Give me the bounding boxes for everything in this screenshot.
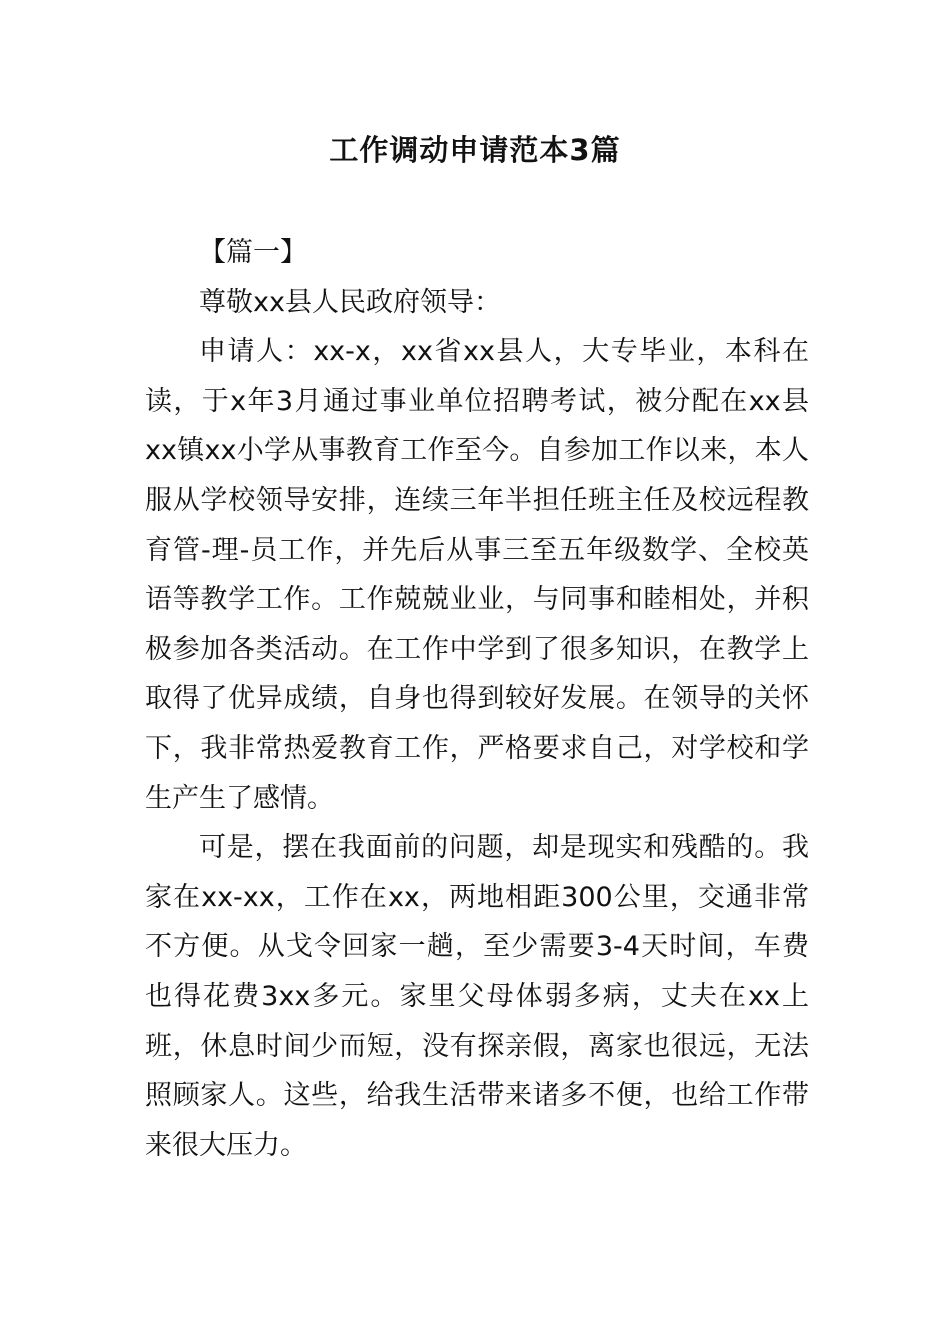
salutation: 尊敬xx县人民政府领导： — [199, 286, 501, 318]
paragraph-1: 申请人：xx-x，xx省xx县人，大专毕业，本科在读，于x年3月通过事业单位招聘考试，被分配在xx县xx镇xx小学从事教育工作至今。自参加工作以来，本人服从学校领导安排，连续三年半担任班主任及校远程教育管-理-员工作，并先后从事三至五年级数学、全校英语等教学工作。工作兢兢业业，与同事和睦相处，并积极参加各类活动。在工作中学到了很多知识，在教学上取得了优异成绩，自身也得到较好发展。在领导的关怀下，我非常热爱教育工作，严格要求自己，对学校和学生产生了感情。 — [145, 336, 809, 814]
section-heading: 【篇一】 — [199, 237, 307, 268]
document-title: 工作调动申请范本3篇 — [329, 133, 621, 167]
document-body — [145, 228, 809, 1170]
paragraph-2: 可是，摆在我面前的问题，却是现实和残酷的。我家在xx-xx，工作在xx，两地相距300公里，交通非常不方便。从戈令回家一趟，至少需要3-4天时间，车费也得花费3xx多元。家里父母体弱多病，丈夫在xx上班，休息时间少而短，没有探亲假，离家也很远，无法照顾家人。这些，给我生活带来诸多不便，也给工作带来很大压力。 — [145, 832, 809, 1161]
